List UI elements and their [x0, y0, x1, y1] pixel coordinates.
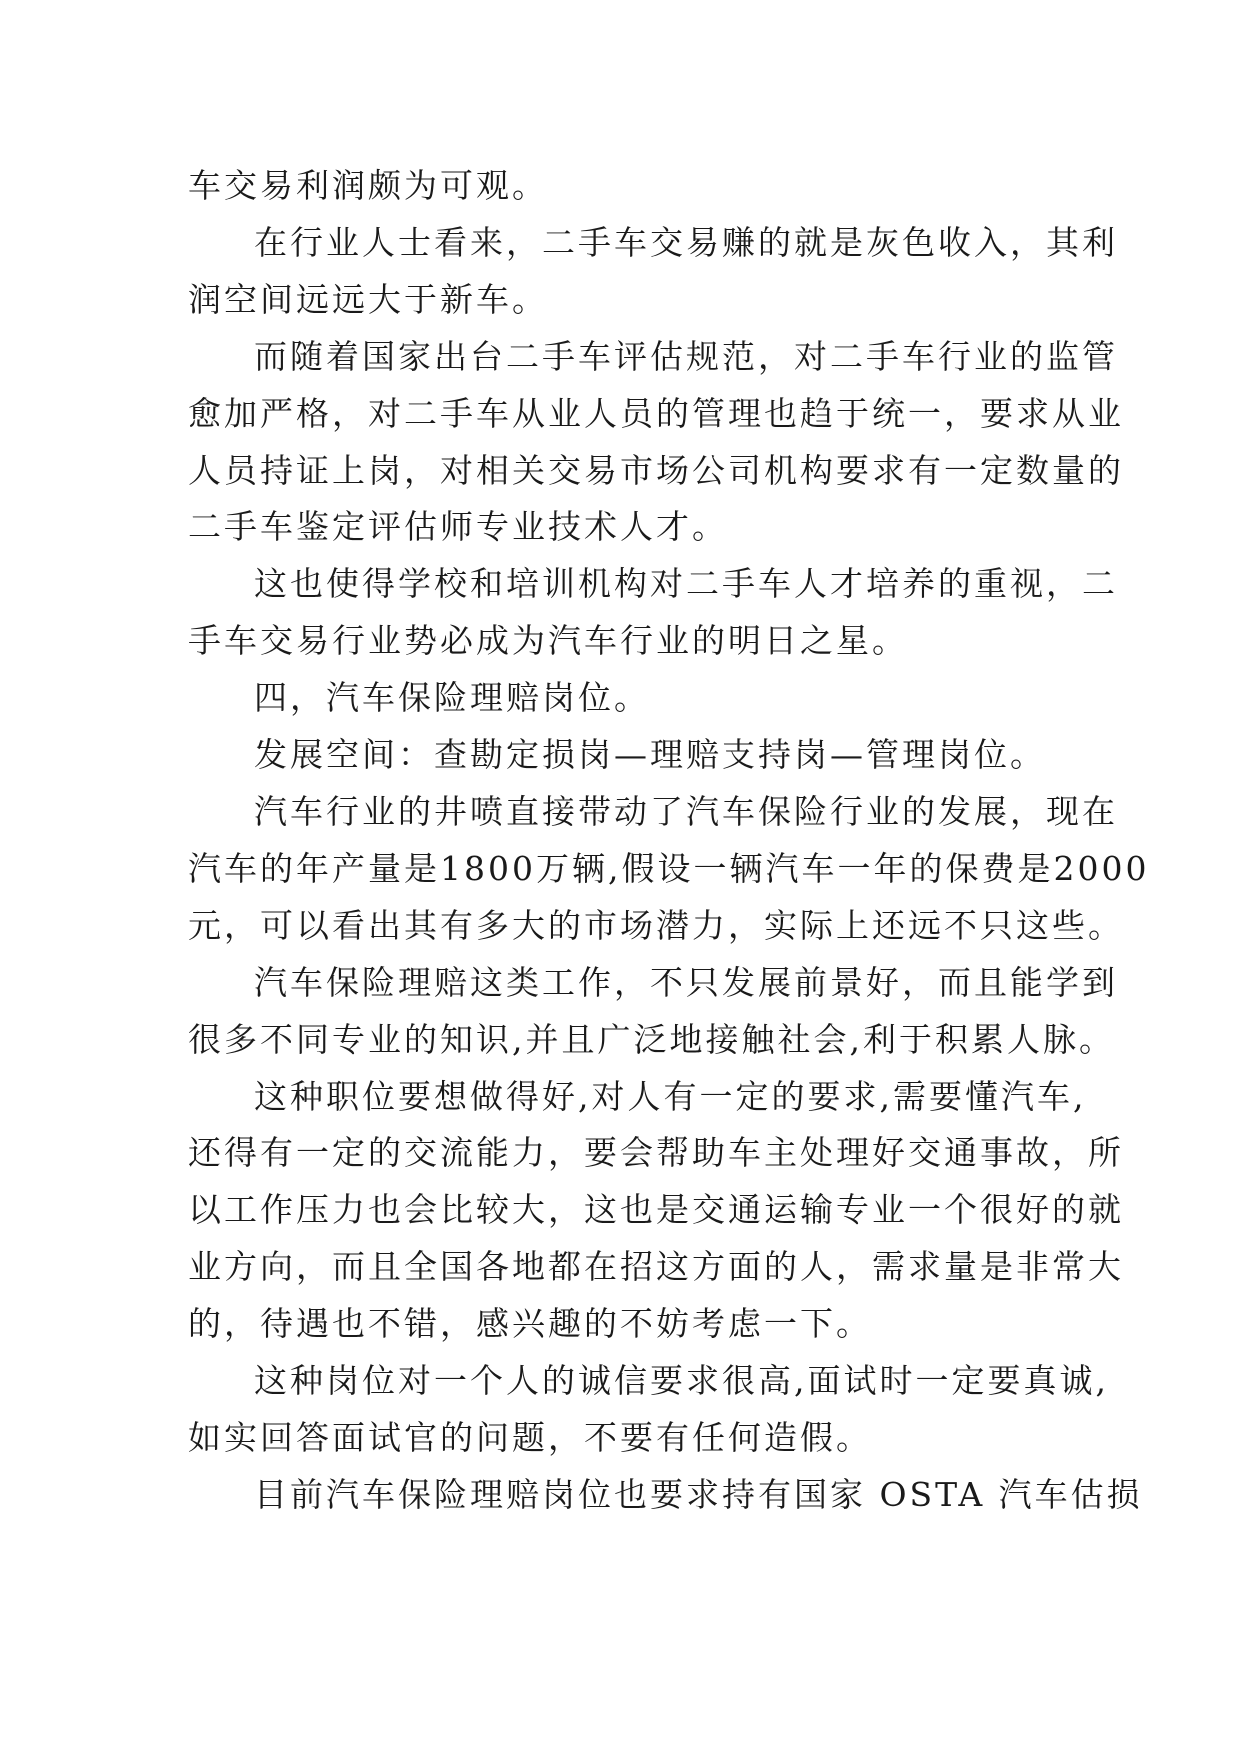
text-line: 人员持证上岗，对相关交易市场公司机构要求有一定数量的 [188, 450, 1124, 490]
text-line: 很多不同专业的知识,并且广泛地接触社会,利于积累人脉。 [188, 1019, 1115, 1059]
paragraph [188, 955, 1118, 1069]
paragraph [188, 215, 1118, 329]
text-line: 润空间远远大于新车。 [188, 279, 548, 319]
text-line: 这种岗位对一个人的诚信要求很高,面试时一定要真诚, [254, 1361, 1109, 1401]
document-body [188, 158, 1150, 1524]
text-line: 而随着国家出台二手车评估规范，对二手车行业的监管 [254, 336, 1118, 376]
text-line: 还得有一定的交流能力，要会帮助车主处理好交通事故，所 [188, 1133, 1124, 1173]
text-line: 这种职位要想做得好,对人有一定的要求,需要懂汽车, [254, 1076, 1087, 1116]
text-line: 目前汽车保险理赔岗位也要求持有国家 OSTA 汽车估损 [254, 1474, 1143, 1514]
paragraph [188, 158, 1058, 215]
text-line: 在行业人士看来，二手车交易赚的就是灰色收入，其利 [254, 222, 1118, 262]
paragraph [188, 329, 1124, 557]
text-line: 元，可以看出其有多大的市场潜力，实际上还远不只这些。 [188, 905, 1124, 945]
text-line: 的，待遇也不错，感兴趣的不妨考虑一下。 [188, 1304, 872, 1344]
paragraph [188, 556, 1118, 670]
text-line: 发展空间：查勘定损岗—理赔支持岗—管理岗位。 [254, 735, 1046, 775]
text-line: 汽车的年产量是1800万辆,假设一辆汽车一年的保费是2000 [188, 848, 1150, 888]
text-line: 汽车保险理赔这类工作，不只发展前景好，而且能学到 [254, 962, 1118, 1002]
text-line: 以工作压力也会比较大，这也是交通运输专业一个很好的就 [188, 1190, 1124, 1230]
text-line: 四，汽车保险理赔岗位。 [254, 678, 650, 718]
paragraph [188, 1353, 1109, 1467]
text-line: 业方向，而且全国各地都在招这方面的人，需求量是非常大 [188, 1247, 1124, 1287]
text-line: 二手车鉴定评估师专业技术人才。 [188, 507, 728, 547]
paragraph [188, 784, 1150, 955]
paragraph [188, 1467, 1143, 1524]
text-line: 车交易利润颇为可观。 [188, 166, 548, 205]
text-line: 如实回答面试官的问题，不要有任何造假。 [188, 1417, 872, 1457]
paragraph [188, 670, 1058, 727]
paragraph [188, 1069, 1124, 1354]
text-line: 这也使得学校和培训机构对二手车人才培养的重视，二 [254, 564, 1118, 604]
text-line: 手车交易行业势必成为汽车行业的明日之星。 [188, 621, 908, 661]
text-line: 愈加严格，对二手车从业人员的管理也趋于统一，要求从业 [188, 393, 1124, 433]
text-line: 汽车行业的井喷直接带动了汽车保险行业的发展，现在 [254, 791, 1118, 831]
paragraph [188, 727, 1058, 784]
